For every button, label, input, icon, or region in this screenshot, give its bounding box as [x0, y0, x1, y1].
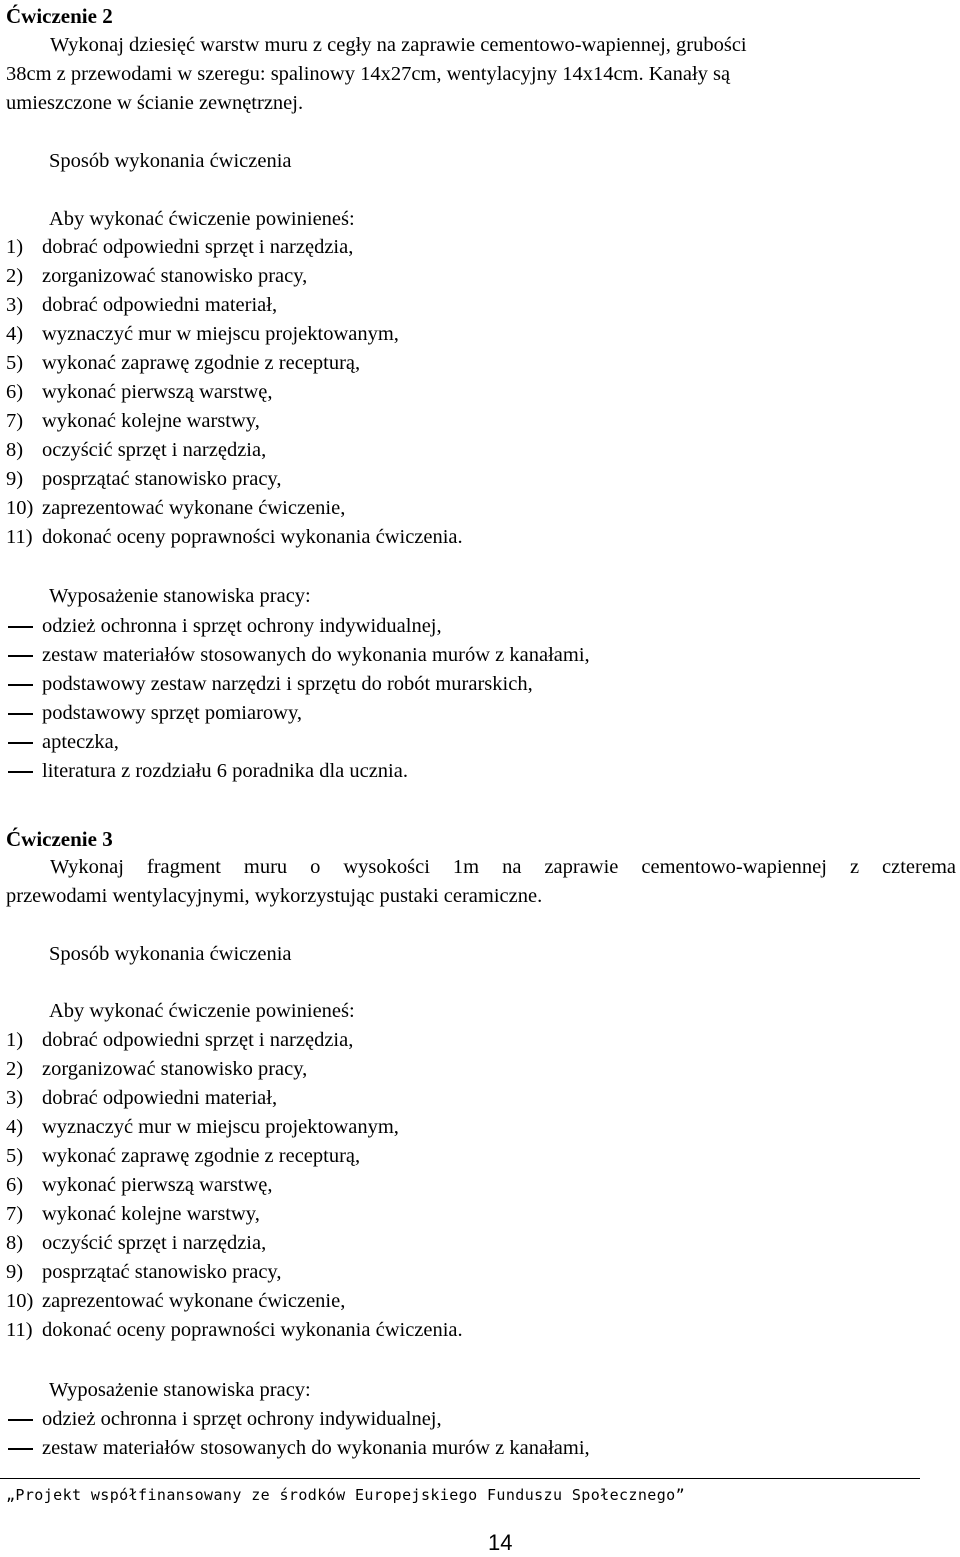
- equipment-item: [0, 728, 900, 757]
- step-number: 9): [6, 468, 24, 490]
- step-number: 4): [6, 323, 24, 345]
- step-text: posprzątać stanowisko pracy,: [42, 468, 282, 490]
- equipment-item: [0, 1434, 900, 1463]
- step-number: 11): [6, 526, 33, 548]
- step-text: dokonać oceny poprawności wykonania ćwiczenia.: [42, 526, 463, 548]
- intro-line: 38cm z przewodami w szeregu: spalinowy 14x27cm, wentylacyjny 14x14cm. Kanały są: [6, 63, 731, 85]
- equipment-text: odzież ochronna i sprzęt ochrony indywidualnej,: [42, 615, 442, 637]
- equipment-text: zestaw materiałów stosowanych do wykonania murów z kanałami,: [42, 644, 590, 666]
- step-number: 7): [6, 410, 24, 432]
- step-number: 10): [6, 1290, 34, 1312]
- step-text: zorganizować stanowisko pracy,: [42, 265, 308, 287]
- step-text: wykonać zaprawę zgodnie z recepturą,: [42, 1145, 361, 1167]
- intro-line: Wykonaj dziesięć warstw muru z cegły na zaprawie cementowo-wapiennej, grubości: [50, 34, 747, 56]
- step-number: 8): [6, 1232, 24, 1254]
- dash-bullet-icon: [8, 742, 33, 744]
- exercise-2-intro: [6, 31, 956, 118]
- step-number: 3): [6, 294, 24, 316]
- step-number: 4): [6, 1116, 24, 1138]
- exercise-2-equipment-heading: Wyposażenie stanowiska pracy:: [49, 585, 311, 607]
- step-text: dobrać odpowiedni sprzęt i narzędzia,: [42, 236, 354, 258]
- step-text: wykonać pierwszą warstwę,: [42, 1174, 273, 1196]
- dash-bullet-icon: [8, 626, 33, 628]
- equipment-text: literatura z rozdziału 6 poradnika dla ucznia.: [42, 760, 408, 782]
- step-text: dobrać odpowiedni sprzęt i narzędzia,: [42, 1029, 354, 1051]
- step-text: wykonać kolejne warstwy,: [42, 1203, 260, 1225]
- step-number: 1): [6, 236, 24, 258]
- dash-bullet-icon: [8, 1419, 33, 1421]
- step-text: dokonać oceny poprawności wykonania ćwiczenia.: [42, 1319, 463, 1341]
- page-number: 14: [488, 1530, 513, 1555]
- dash-bullet-icon: [8, 684, 33, 686]
- exercise-3-intro: [6, 853, 956, 911]
- intro-line: Wykonaj fragment muru o wysokości 1m na zaprawie cementowo-wapiennej z czterema: [50, 856, 956, 878]
- intro-line: umieszczone w ścianie zewnętrznej.: [6, 92, 304, 114]
- exercise-3-equipment-heading: Wyposażenie stanowiska pracy:: [49, 1379, 311, 1401]
- step-text: wykonać pierwszą warstwę,: [42, 381, 273, 403]
- equipment-item: [0, 670, 900, 699]
- step-text: dobrać odpowiedni materiał,: [42, 1087, 278, 1109]
- equipment-item: [0, 612, 900, 641]
- equipment-text: odzież ochronna i sprzęt ochrony indywidualnej,: [42, 1408, 442, 1430]
- step-text: wykonać kolejne warstwy,: [42, 410, 260, 432]
- step-text: oczyścić sprzęt i narzędzia,: [42, 1232, 267, 1254]
- step-number: 8): [6, 439, 24, 461]
- step-text: zorganizować stanowisko pracy,: [42, 1058, 308, 1080]
- step-number: 11): [6, 1319, 33, 1341]
- exercise-3-title: Ćwiczenie 3: [6, 827, 113, 851]
- step-number: 5): [6, 352, 24, 374]
- dash-bullet-icon: [8, 771, 33, 773]
- equipment-text: podstawowy zestaw narzędzi i sprzętu do robót murarskich,: [42, 673, 533, 695]
- footer-funding-note: „Projekt współfinansowany ze środków Europejskiego Funduszu Społecznego”: [6, 1486, 686, 1504]
- step-text: oczyścić sprzęt i narzędzia,: [42, 439, 267, 461]
- footer-divider: [0, 1478, 920, 1479]
- equipment-text: podstawowy sprzęt pomiarowy,: [42, 702, 302, 724]
- equipment-item: [0, 1405, 900, 1434]
- step-number: 6): [6, 381, 24, 403]
- step-text: wyznaczyć mur w miejscu projektowanym,: [42, 323, 399, 345]
- equipment-item: [0, 757, 900, 786]
- step-number: 10): [6, 497, 34, 519]
- exercise-2-title: Ćwiczenie 2: [6, 4, 113, 28]
- equipment-text: zestaw materiałów stosowanych do wykonania murów z kanałami,: [42, 1437, 590, 1459]
- dash-bullet-icon: [8, 713, 33, 715]
- step-number: 2): [6, 1058, 24, 1080]
- step-number: 5): [6, 1145, 24, 1167]
- step-text: wyznaczyć mur w miejscu projektowanym,: [42, 1116, 399, 1138]
- equipment-text: apteczka,: [42, 731, 119, 753]
- step-text: zaprezentować wykonane ćwiczenie,: [42, 497, 346, 519]
- dash-bullet-icon: [8, 1448, 33, 1450]
- step-number: 9): [6, 1261, 24, 1283]
- exercise-3-method-heading: Sposób wykonania ćwiczenia: [49, 943, 292, 965]
- exercise-2-method-heading: Sposób wykonania ćwiczenia: [49, 150, 292, 172]
- equipment-item: [0, 641, 900, 670]
- exercise-2-steps-intro: Aby wykonać ćwiczenie powinieneś:: [49, 208, 355, 230]
- step-number: 1): [6, 1029, 24, 1051]
- step-number: 2): [6, 265, 24, 287]
- exercise-3-steps-intro: Aby wykonać ćwiczenie powinieneś:: [49, 1000, 355, 1022]
- equipment-item: [0, 699, 900, 728]
- step-text: posprzątać stanowisko pracy,: [42, 1261, 282, 1283]
- step-text: wykonać zaprawę zgodnie z recepturą,: [42, 352, 361, 374]
- step-text: zaprezentować wykonane ćwiczenie,: [42, 1290, 346, 1312]
- step-number: 7): [6, 1203, 24, 1225]
- step-number: 3): [6, 1087, 24, 1109]
- step-number: 6): [6, 1174, 24, 1196]
- intro-line: przewodami wentylacyjnymi, wykorzystując pustaki ceramiczne.: [6, 885, 543, 907]
- dash-bullet-icon: [8, 655, 33, 657]
- step-text: dobrać odpowiedni materiał,: [42, 294, 278, 316]
